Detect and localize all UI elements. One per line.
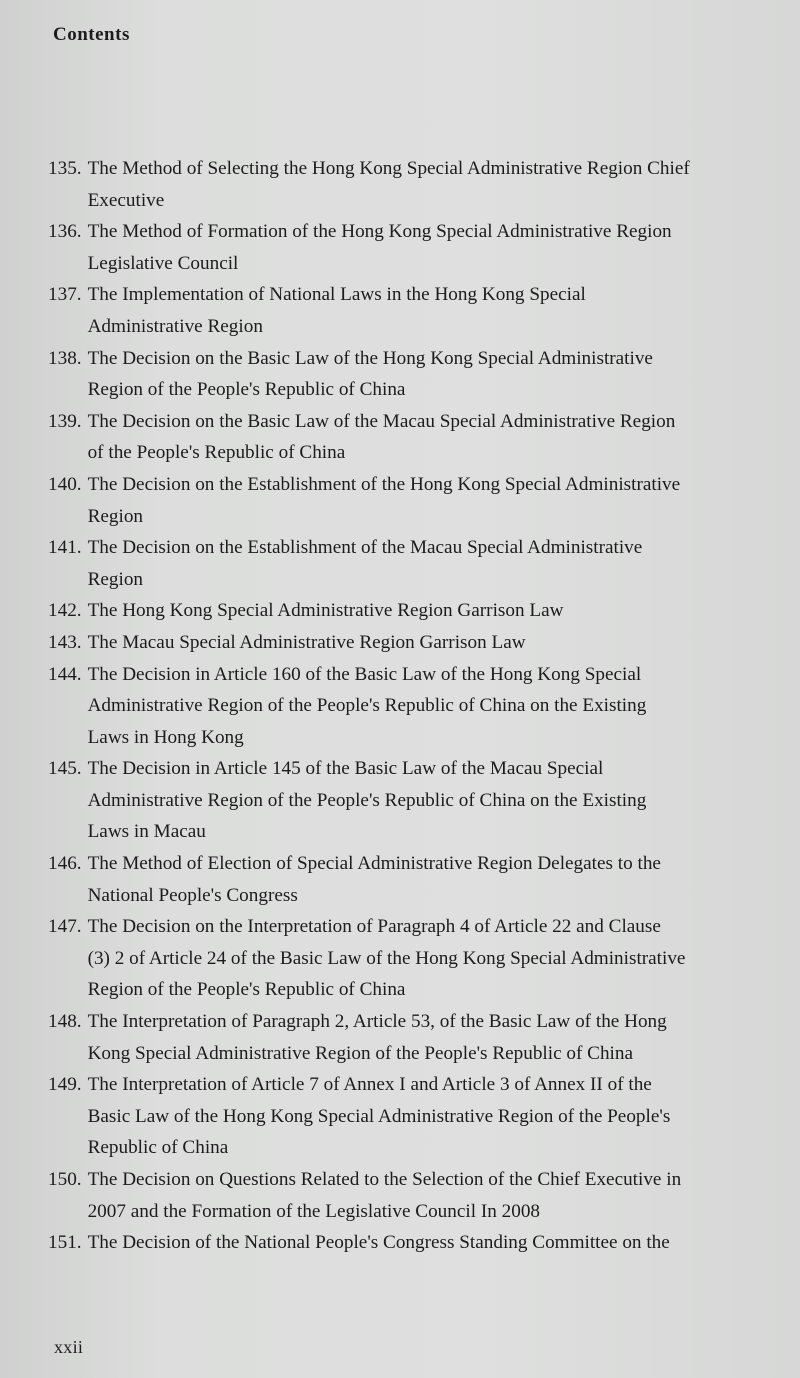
toc-entry-title bbox=[88, 1069, 671, 1164]
toc-entry-number: 137. bbox=[48, 284, 82, 306]
toc-entry-title bbox=[88, 627, 526, 659]
toc-entry-title-line: The Decision on Questions Related to the Selection of the Chief Executive in bbox=[87, 1169, 682, 1190]
toc-entry-title bbox=[88, 153, 690, 216]
toc-entry-title-line: Legislative Council bbox=[87, 252, 239, 274]
toc-entry bbox=[48, 279, 793, 342]
toc-entry bbox=[48, 753, 793, 848]
toc-entry-title bbox=[88, 343, 653, 406]
toc-entry-number: 150. bbox=[48, 1169, 82, 1190]
toc-entry-title-line: Basic Law of the Hong Kong Special Administrative Region of the People's bbox=[87, 1105, 671, 1127]
toc-entry-number: 149. bbox=[48, 1074, 82, 1096]
toc-entry-title bbox=[88, 753, 647, 848]
toc-entry-title-line: 2007 and the Formation of the Legislative Council In 2008 bbox=[87, 1200, 541, 1222]
toc-entry-title bbox=[88, 1164, 682, 1227]
toc-entry-title-line: The Interpretation of Article 7 of Annex I and Article 3 of Annex II of the bbox=[87, 1074, 652, 1096]
toc-entry-title-line: Executive bbox=[87, 189, 165, 211]
toc-entry-number: 143. bbox=[48, 631, 82, 653]
running-head: Contents bbox=[53, 24, 130, 45]
toc-entry bbox=[48, 406, 793, 469]
toc-entry bbox=[48, 1069, 793, 1164]
toc-entry bbox=[48, 1227, 793, 1259]
toc-entry bbox=[48, 659, 793, 754]
toc-entry-number: 146. bbox=[48, 853, 82, 875]
toc-entry-title-line: Administrative Region of the People's Republic of China on the Existing bbox=[87, 789, 647, 811]
toc-entry-title bbox=[88, 279, 586, 342]
toc-entry bbox=[48, 911, 793, 1006]
toc-entry-title-line: Administrative Region bbox=[87, 315, 263, 337]
toc-entry-title-line: Kong Special Administrative Region of the People's Republic of China bbox=[87, 1042, 633, 1064]
toc-entry-title bbox=[88, 595, 564, 627]
toc-entry bbox=[48, 627, 793, 659]
toc-entry bbox=[48, 1164, 793, 1227]
toc-entry-title-line: Region of the People's Republic of China bbox=[87, 379, 406, 401]
toc-entry-title bbox=[88, 1006, 667, 1069]
toc-entry-title-line: The Decision on the Establishment of the Macau Special Administrative bbox=[87, 537, 643, 559]
toc-entry-title bbox=[88, 406, 676, 469]
toc-entry bbox=[48, 216, 793, 279]
toc-entry-title-line: The Implementation of National Laws in the Hong Kong Special bbox=[87, 284, 586, 306]
toc-entry-number: 142. bbox=[48, 600, 82, 622]
page-number: xxii bbox=[54, 1337, 84, 1357]
toc-entry-title bbox=[88, 216, 672, 279]
toc-entry-title-line: Laws in Hong Kong bbox=[87, 726, 244, 748]
toc-entry-title-line: The Decision on the Basic Law of the Macau Special Administrative Region bbox=[87, 410, 676, 432]
toc-entry-title bbox=[88, 532, 643, 595]
toc-entry-number: 140. bbox=[48, 473, 82, 495]
toc-entry-title-line: (3) 2 of Article 24 of the Basic Law of the Hong Kong Special Administrative bbox=[87, 947, 686, 969]
toc-entry-title-line: Republic of China bbox=[87, 1137, 229, 1159]
toc-entry-title bbox=[88, 1227, 670, 1259]
toc-entry-title-line: The Decision in Article 145 of the Basic Law of the Macau Special bbox=[87, 758, 604, 780]
toc-entry-title-line: The Decision of the National People's Congress Standing Committee on the bbox=[87, 1232, 670, 1254]
toc-entry-title bbox=[88, 659, 647, 754]
toc-entry-number: 138. bbox=[48, 347, 82, 369]
toc-entry-number: 145. bbox=[48, 758, 82, 780]
toc-entry-number: 148. bbox=[48, 1011, 82, 1033]
toc-entry-number: 135. bbox=[48, 158, 82, 179]
toc-entry bbox=[48, 1006, 793, 1069]
toc-entry-title-line: Region of the People's Republic of China bbox=[87, 979, 406, 1001]
toc-entry-title-line: Region bbox=[87, 505, 144, 527]
toc-entry bbox=[48, 532, 793, 595]
toc-entry-title bbox=[88, 469, 681, 532]
toc-entry-number: 147. bbox=[48, 916, 82, 938]
toc-entry-title-line: The Decision on the Establishment of the Hong Kong Special Administrative bbox=[87, 473, 681, 495]
toc-entry bbox=[48, 153, 793, 216]
toc-entry-title-line: The Interpretation of Paragraph 2, Article 53, of the Basic Law of the Hong bbox=[87, 1011, 667, 1033]
toc-entry-title bbox=[88, 911, 686, 1006]
toc-entry-number: 151. bbox=[48, 1232, 82, 1254]
toc-entry-title-line: The Decision on the Basic Law of the Hong Kong Special Administrative bbox=[87, 347, 653, 369]
toc-entry-title-line: The Method of Selecting the Hong Kong Special Administrative Region Chief bbox=[87, 158, 690, 179]
toc-entry-title-line: Administrative Region of the People's Republic of China on the Existing bbox=[87, 695, 647, 717]
toc-entry-number: 144. bbox=[48, 663, 82, 685]
toc-entry-title-line: The Macau Special Administrative Region Garrison Law bbox=[87, 631, 526, 653]
toc-entry-title-line: of the People's Republic of China bbox=[87, 442, 346, 464]
toc-entry bbox=[48, 469, 793, 532]
toc-entry-title-line: Laws in Macau bbox=[87, 821, 206, 843]
toc-entry bbox=[48, 595, 793, 627]
toc-entry-title-line: The Decision on the Interpretation of Paragraph 4 of Article 22 and Clause bbox=[87, 916, 661, 938]
table-of-contents bbox=[48, 153, 793, 1259]
toc-entry-title-line: The Method of Formation of the Hong Kong Special Administrative Region bbox=[87, 221, 672, 243]
toc-entry-number: 141. bbox=[48, 537, 82, 559]
toc-entry-title-line: National People's Congress bbox=[87, 884, 298, 906]
toc-entry-title-line: The Hong Kong Special Administrative Region Garrison Law bbox=[87, 600, 564, 622]
toc-entry-title-line: The Decision in Article 160 of the Basic Law of the Hong Kong Special bbox=[87, 663, 642, 685]
toc-entry-title bbox=[88, 848, 661, 911]
toc-entry bbox=[48, 343, 793, 406]
toc-entry-title-line: The Method of Election of Special Administrative Region Delegates to the bbox=[87, 853, 661, 875]
toc-entry bbox=[48, 848, 793, 911]
toc-entry-number: 136. bbox=[48, 221, 82, 243]
toc-entry-title-line: Region bbox=[87, 568, 144, 590]
toc-entry-number: 139. bbox=[48, 410, 82, 432]
